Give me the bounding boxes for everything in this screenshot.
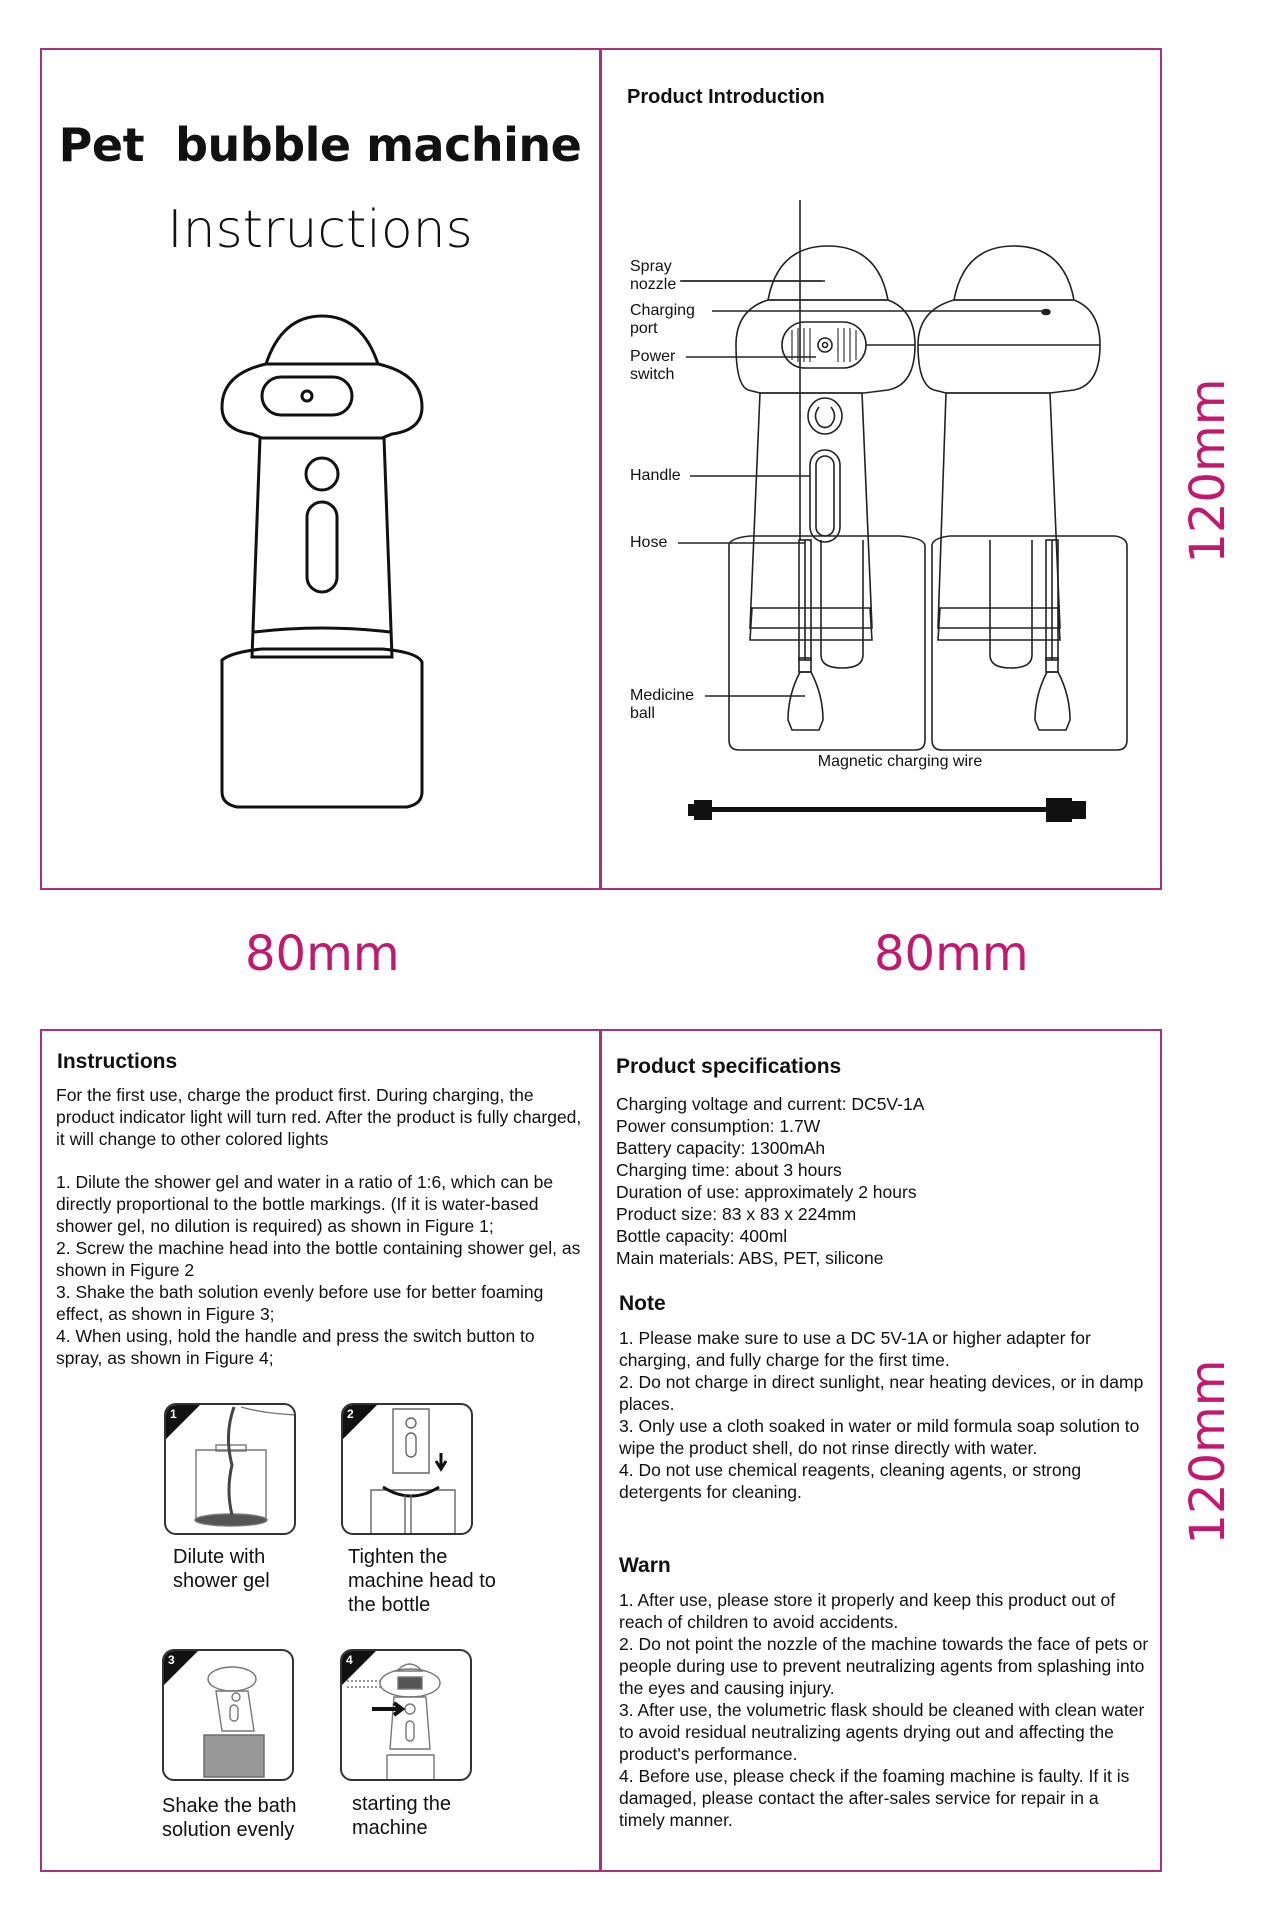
product-intro-heading: Product Introduction [627,86,825,108]
label-spray-nozzle: Spray nozzle [630,258,677,293]
bottom-sheet-divider [599,1029,602,1872]
label-charging-port: Charging port [630,302,695,337]
dimension-height-bottom: 120mm [1180,1359,1236,1545]
label-medicine-ball: Medicine ball [630,687,695,722]
screw-head-illustration [343,1405,473,1535]
instructions-heading: Instructions [57,1050,178,1073]
warn-item: 2. Do not point the nozzle of the machine towards the face of pets or people during use to prevent neutralizing agents from splashing into the eyes and causing injury. [619,1634,1149,1698]
dimension-width-left: 80mm [245,926,400,982]
figure-4: 4 [340,1649,472,1781]
magnetic-charging-wire-icon [686,795,1106,825]
wire-caption: Magnetic charging wire [817,753,983,770]
dimension-width-right: 80mm [874,926,1029,982]
note-item: 2. Do not charge in direct sunlight, near heating devices, or in damp places. [619,1372,1144,1414]
cover-subtitle: Instructions [167,200,473,260]
charging-port-mark [1042,310,1050,315]
label-power-switch: Power switch [630,348,676,383]
figure-2-caption: Tighten the machine head to the bottle [348,1546,496,1616]
specifications-heading: Product specifications [616,1055,842,1078]
figure-3: 3 [162,1649,294,1781]
instruction-step: 1. Dilute the shower gel and water in a ratio of 1:6, which can be directly proportional to the bottle markings. (If it is water-based shower gel, no dilution is required) as shown in Figure 1; [56,1172,554,1236]
instruction-step: 2. Screw the machine head into the bottle containing shower gel, as shown in Figure 2 [56,1238,581,1280]
figure-2: 2 [341,1403,473,1535]
spec-item: Bottle capacity: 400ml [616,1226,788,1246]
instruction-step: 4. When using, hold the handle and press the switch button to spray, as shown in Figure 4; [56,1326,535,1368]
instructions-intro: For the first use, charge the product first. During charging, the product indicator light will turn red. After the product is fully charged, it will change to other colored lights [56,1085,582,1149]
figure-3-caption: Shake the bath solution evenly [162,1795,297,1841]
label-handle: Handle [630,467,681,484]
spec-item: Charging voltage and current: DC5V-1A [616,1094,925,1114]
note-item: 4. Do not use chemical reagents, cleaning agents, or strong detergents for cleaning. [619,1460,1082,1502]
dimension-height-top: 120mm [1180,378,1236,564]
warn-item: 4. Before use, please check if the foaming machine is faulty. If it is damaged, please contact the after-sales service for repair in a timely manner. [619,1766,1130,1830]
spec-item: Battery capacity: 1300mAh [616,1138,826,1158]
figure-1: 1 [164,1403,296,1535]
press-switch-illustration [342,1651,472,1781]
spec-item: Product size: 83 x 83 x 224mm [616,1204,857,1224]
shake-bottle-illustration [164,1651,294,1781]
leader-lines [600,200,1160,700]
figure-4-caption: starting the machine [352,1793,451,1839]
figure-1-caption: Dilute with shower gel [173,1546,270,1592]
instructions-body [56,1084,584,1369]
bubble-machine-illustration [222,312,422,812]
note-item: 3. Only use a cloth soaked in water or mild formula soap solution to wipe the product shell, do not rinse directly with water. [619,1416,1140,1458]
instruction-step: 3. Shake the bath solution evenly before use for better foaming effect, as shown in Figure 3; [56,1282,544,1324]
note-item: 1. Please make sure to use a DC 5V-1A or higher adapter for charging, and fully charge for the first time. [619,1328,1091,1370]
spec-item: Duration of use: approximately 2 hours [616,1182,917,1202]
label-hose: Hose [630,534,668,551]
warn-item: 3. After use, the volumetric flask should be cleaned with clean water to avoid residual neutralizing agents drying out and affecting the product's performance. [619,1700,1145,1764]
spec-item: Power consumption: 1.7W [616,1116,821,1136]
cover-title: Pet bubble machine [58,118,582,172]
warn-list [619,1589,1149,1831]
spec-item: Charging time: about 3 hours [616,1160,842,1180]
warn-heading: Warn [619,1554,671,1577]
note-heading: Note [619,1292,666,1315]
note-list [619,1327,1149,1503]
specifications-list [616,1093,1146,1269]
pour-gel-illustration [166,1405,296,1535]
warn-item: 1. After use, please store it properly and keep this product out of reach of children to avoid accidents. [619,1590,1116,1632]
spec-item: Main materials: ABS, PET, silicone [616,1248,884,1268]
